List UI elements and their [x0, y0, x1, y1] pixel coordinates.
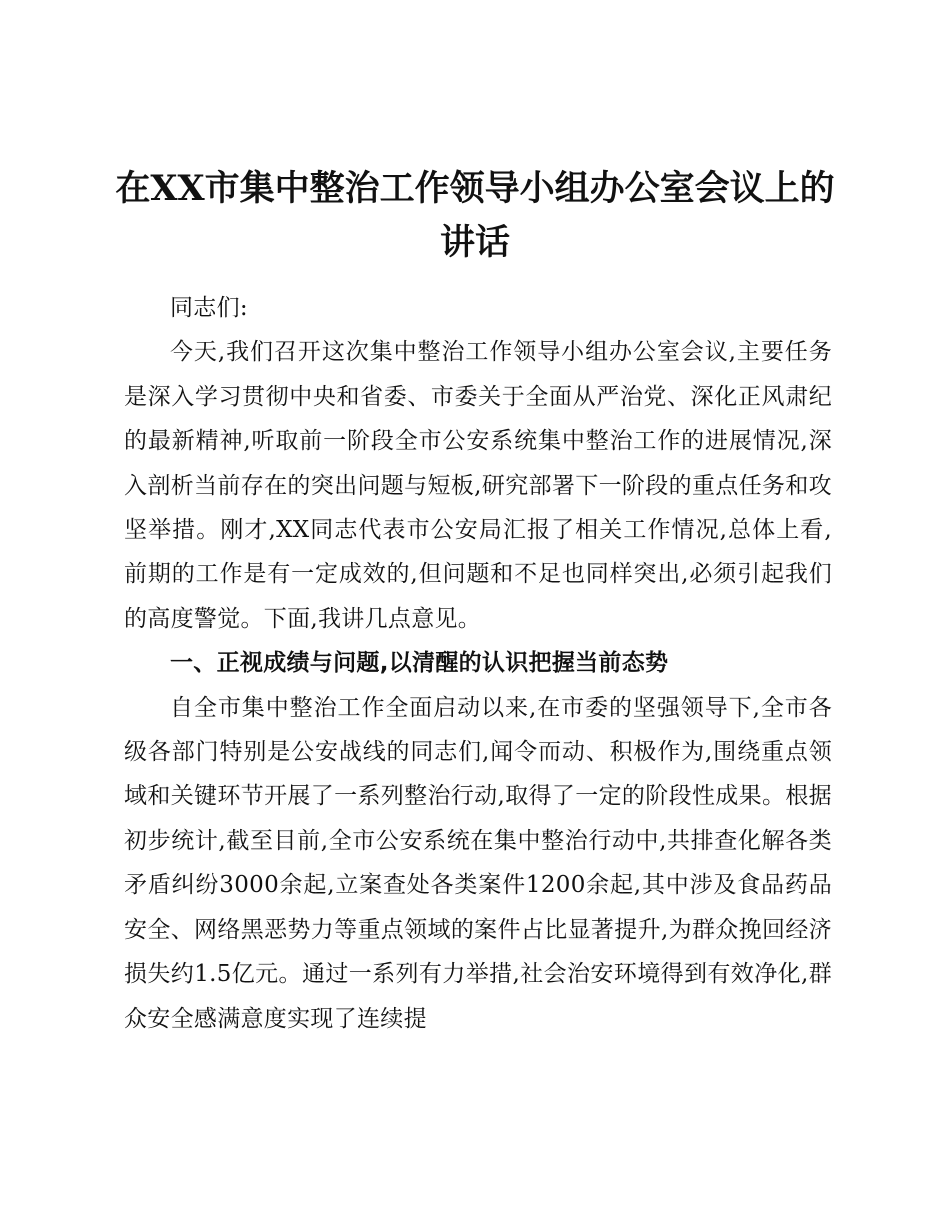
- section-heading-1: 一、正视成绩与问题,以清醒的认识把握当前态势: [170, 650, 669, 677]
- document-title: 在XX市集中整治工作领导小组办公室会议上的讲话: [115, 168, 835, 263]
- section-paragraph-1: 自全市集中整治工作全面启动以来,在市委的坚强领导下,全市各级各部门特别是公安战线的同志们,闻令而动、积极作为,围绕重点领域和关键环节开展了一系列整治行动,取得了一定的阶段性成果。根据初步统计,截至目前,全市公安系统在集中整治行动中,共排查化解各类矛盾纠纷3000余起,立案查处各类案件1200余起,其中涉及食品药品安全、网络黑恶势力等重点领域的案件占比显著提升,为群众挽回经济损失约1.5亿元。通过一系列有力举措,社会治安环境得到有效净化,群众安全感满意度实现了连续提: [124, 694, 832, 1032]
- intro-paragraph: 今天,我们召开这次集中整治工作领导小组办公室会议,主要任务是深入学习贯彻中央和省委、市委关于全面从严治党、深化正风肃纪的最新精神,听取前一阶段全市公安系统集中整治工作的进展情况,深入剖析当前存在的突出问题与短板,研究部署下一阶段的重点任务和攻坚举措。刚才,XX同志代表市公安局汇报了相关工作情况,总体上看,前期的工作是有一定成效的,但问题和不足也同样突出,必须引起我们的高度警觉。下面,我讲几点意见。: [124, 339, 832, 632]
- document-body: [124, 286, 832, 1041]
- salutation: 同志们:: [170, 295, 248, 321]
